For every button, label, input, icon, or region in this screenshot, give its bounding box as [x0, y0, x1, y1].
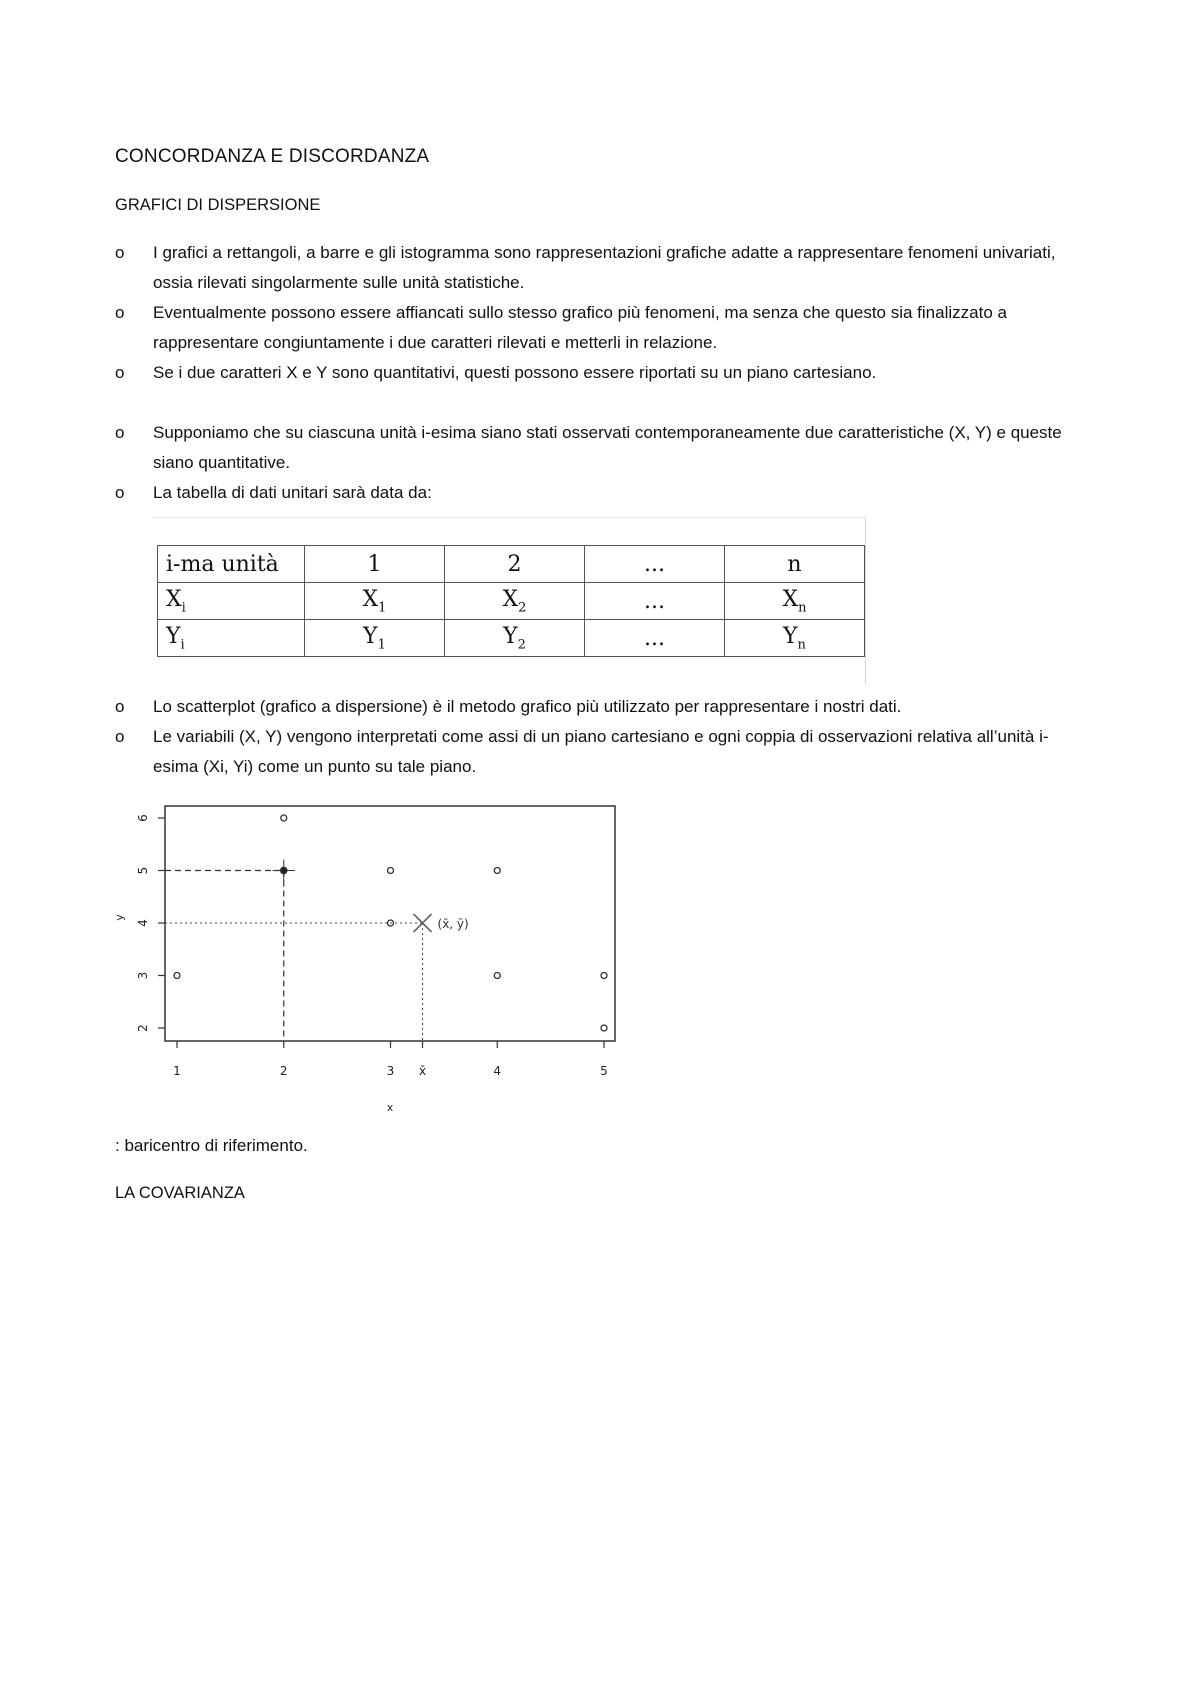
bullet-marker: o: [115, 303, 125, 322]
data-point: [601, 973, 607, 979]
bullet-text: Lo scatterplot (grafico a dispersione) è il metodo grafico più utilizzato per rappresentare i nostri dati.: [153, 697, 902, 716]
figure-caption: : baricentro di riferimento.: [115, 1136, 308, 1155]
table-cell: $X_n$: [724, 583, 864, 620]
table-header-cell: i-ma unità: [158, 546, 305, 583]
bullet-text: I grafici a rettangoli, a barre e gli istogramma sono rappresentazioni grafiche adatte a rappresentare fenomeni univariati, ossia rilevati singolarmente sulle unità statistiche.: [153, 243, 1056, 292]
data-point: [601, 1025, 607, 1031]
x-axis-label: x: [386, 1101, 394, 1114]
centroid-x-tick-label: x̄: [418, 1064, 427, 1078]
table-row: [158, 583, 865, 620]
bullet-marker: o: [115, 243, 125, 262]
x-tick-label: 4: [493, 1064, 502, 1078]
bullet-text: Supponiamo che su ciascuna unità i-esima siano stati osservati contemporaneamente due caratteristiche (X, Y) e queste siano quantitative.: [153, 423, 1062, 472]
bullet-marker: o: [115, 727, 125, 746]
y-tick-label: 6: [136, 814, 150, 822]
x-tick-label: 2: [279, 1064, 288, 1078]
table-cell: $Y_2$: [444, 620, 584, 657]
bullet-marker: o: [115, 483, 125, 502]
table-cell: $Y_1$: [304, 620, 444, 657]
table-cell: $Y_i$: [158, 620, 305, 657]
table-cell: $Y_n$: [724, 620, 864, 657]
data-point: [494, 868, 500, 874]
bullet-text: La tabella di dati unitari sarà data da:: [153, 483, 432, 502]
page-title: CONCORDANZA E DISCORDANZA: [115, 146, 430, 167]
centroid-label: (x̄, ȳ): [437, 917, 469, 931]
table-cell: $X_1$: [304, 583, 444, 620]
section-heading: LA COVARIANZA: [115, 1184, 245, 1202]
bullet-marker: o: [115, 363, 125, 382]
y-tick-label: 3: [136, 971, 150, 980]
table-cell: $X_i$: [158, 583, 305, 620]
bullet-text: Eventualmente possono essere affiancati sullo stesso grafico più fenomeni, ma senza che questo sia finalizzato a rappresentare congiuntamente i due caratteri rilevati e metterli in relazione.: [153, 303, 1007, 352]
table-header-cell: ...: [584, 546, 724, 583]
data-point: [388, 868, 394, 874]
x-tick-label: 5: [600, 1064, 608, 1078]
data-point: [281, 867, 287, 873]
x-tick-label: 1: [173, 1064, 181, 1078]
table-header-cell: n: [724, 546, 864, 583]
table-header-cell: 2: [444, 546, 584, 583]
table-cell: ...: [584, 620, 724, 657]
unit-data-table: [157, 545, 865, 657]
y-axis-label: y: [113, 914, 126, 921]
table-cell: $X_2$: [444, 583, 584, 620]
y-tick-label: 5: [136, 866, 150, 875]
table-row: [158, 546, 865, 583]
data-point: [494, 973, 500, 979]
table-header-cell: 1: [304, 546, 444, 583]
bullet-marker: o: [115, 697, 125, 716]
data-table-image: [153, 517, 866, 685]
scatter-plot: [115, 796, 635, 1116]
section-subtitle: GRAFICI DI DISPERSIONE: [115, 196, 321, 214]
y-tick-label: 2: [136, 1024, 150, 1032]
table-cell: ...: [584, 583, 724, 620]
bullet-text: Le variabili (X, Y) vengono interpretati come assi di un piano cartesiano e ogni coppia di osservazioni relativa all’unità i-esima (Xi, Yi) come un punto su tale piano.: [153, 727, 1049, 776]
bullet-text: Se i due caratteri X e Y sono quantitativi, questi possono essere riportati su un piano cartesiano.: [153, 363, 877, 382]
data-point: [174, 973, 180, 979]
x-tick-label: 3: [386, 1064, 395, 1078]
y-tick-label: 4: [136, 919, 150, 927]
bullet-marker: o: [115, 423, 125, 442]
data-point: [281, 815, 287, 821]
table-row: [158, 620, 865, 657]
